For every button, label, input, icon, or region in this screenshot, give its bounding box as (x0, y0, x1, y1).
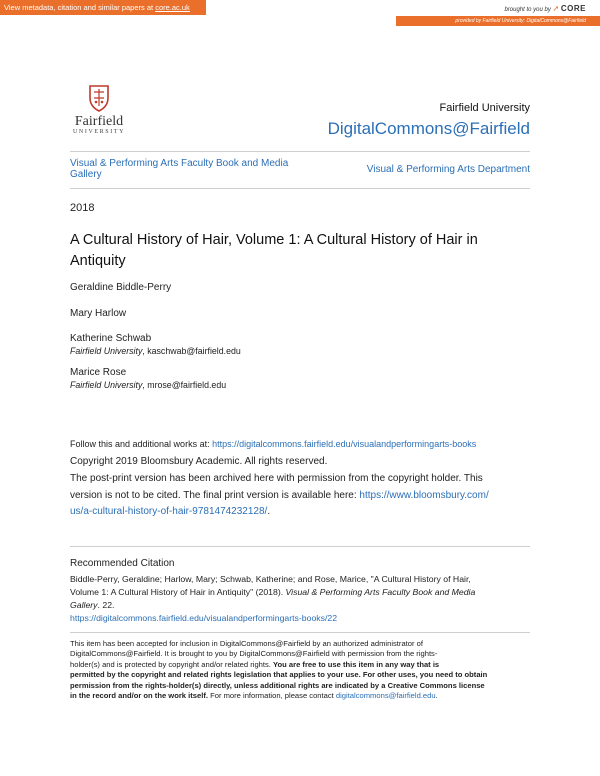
divider (70, 151, 530, 152)
period: . (435, 691, 438, 700)
logo-subtitle: UNIVERSITY (73, 129, 125, 135)
core-banner-text: View metadata, citation and similar papers at (4, 3, 156, 12)
shield-icon (88, 84, 110, 112)
author-entry (70, 367, 226, 391)
notice-bold: in the record and/or on the work itself. (70, 691, 208, 700)
logo-wordmark: Fairfield (74, 114, 124, 129)
repository-link[interactable]: DigitalCommons@Fairfield (327, 119, 530, 138)
bloomsbury-link-continued[interactable]: us/a-cultural-history-of-hair-9781474232128/ (70, 506, 268, 517)
citation-number: . 22. (97, 600, 115, 610)
gallery-collection-link[interactable]: Visual & Performing Arts Faculty Book and Media Gallery (70, 158, 289, 180)
citation-line: Biddle-Perry, Geraldine; Harlow, Mary; Schwab, Katherine; and Rose, Marice, "A Cultural History of Hair, (70, 574, 471, 584)
core-link[interactable]: core.ac.uk (155, 3, 190, 12)
archive-note-line (70, 503, 270, 520)
period: . (267, 506, 271, 517)
follow-text: Follow this and additional works at: (70, 439, 213, 449)
citation-collection: Visual & Performing Arts Faculty Book and Media (285, 587, 476, 597)
notice-bold: permission from the rights-holder(s) directly, unless additional rights are indicated by a Creative Commons license (70, 681, 485, 690)
citation-text: Volume 1: A Cultural History of Hair in Antiquity" (2018). (70, 587, 286, 597)
notice-line: DigitalCommons@Fairfield. It is brought to you by DigitalCommons@Fairfield with permission from the rights- (70, 649, 438, 658)
affiliation-name: Fairfield University (70, 346, 143, 356)
notice-line (70, 681, 485, 692)
author-email[interactable]: , kaschwab@fairfield.edu (142, 346, 241, 356)
follow-link[interactable]: https://digitalcommons.fairfield.edu/visualandperformingarts-books (212, 439, 477, 449)
university-logo (64, 84, 134, 136)
brought-to-you-text: brought to you by (504, 7, 551, 13)
author-name: Geraldine Biddle-Perry (70, 282, 172, 293)
author-affiliation (70, 345, 241, 357)
divider (70, 188, 530, 189)
author-entry (70, 333, 241, 357)
contact-email-link[interactable]: digitalcommons@fairfield.edu (335, 691, 436, 700)
notice-bold: permitted by the copyright and related rights legislation that applies to your use. For other uses, you need to obtain (70, 670, 488, 679)
divider (70, 546, 530, 547)
core-brand[interactable] (504, 4, 586, 13)
author-name: Katherine Schwab (70, 333, 152, 344)
archive-note-line: The post-print version has been archived here with permission from the copyright holder. This (70, 473, 483, 484)
core-arrow-icon: ➚ (552, 4, 560, 13)
affiliation-name: Fairfield University (70, 380, 143, 390)
notice-line (70, 691, 438, 702)
archive-note-line (70, 487, 489, 504)
author-email[interactable]: , mrose@fairfield.edu (142, 380, 227, 390)
core-logo: CORE (560, 4, 586, 13)
bloomsbury-link[interactable]: https://www.bloomsbury.com/ (359, 490, 489, 501)
notice-line (70, 670, 487, 681)
publication-year: 2018 (70, 202, 95, 214)
notice-text: holder(s) and is protected by copyright and/or related rights. (70, 660, 274, 669)
recommended-citation-heading: Recommended Citation (70, 558, 175, 569)
citation-line (70, 600, 114, 611)
notice-text: For more information, please contact (207, 691, 336, 700)
author-affiliation (70, 379, 226, 391)
institution-name: Fairfield University (439, 102, 530, 114)
notice-line (70, 660, 439, 671)
citation-line (70, 587, 475, 598)
follow-line (70, 436, 476, 453)
archive-note-text: version is not to be cited. The final print version is available here: (70, 490, 360, 501)
divider (70, 632, 530, 633)
provided-by-strip[interactable]: provided by Fairfield University: DigitalCommons@Fairfield (396, 16, 600, 26)
author-name: Marice Rose (70, 367, 127, 378)
document-title: A Cultural History of Hair, Volume 1: A Cultural History of Hair in Antiquity (70, 232, 478, 269)
core-banner (0, 0, 206, 15)
author-name: Mary Harlow (70, 308, 127, 319)
notice-bold: You are free to use this item in any way that is (273, 660, 440, 669)
department-link[interactable]: Visual & Performing Arts Department (366, 164, 530, 175)
citation-link[interactable]: https://digitalcommons.fairfield.edu/visualandperformingarts-books/22 (70, 613, 338, 623)
copyright-statement: Copyright 2019 Bloomsbury Academic. All rights reserved. (70, 456, 328, 467)
citation-collection: Gallery (70, 600, 98, 610)
notice-line: This item has been accepted for inclusion in DigitalCommons@Fairfield by an authorized administrator of (70, 639, 423, 648)
